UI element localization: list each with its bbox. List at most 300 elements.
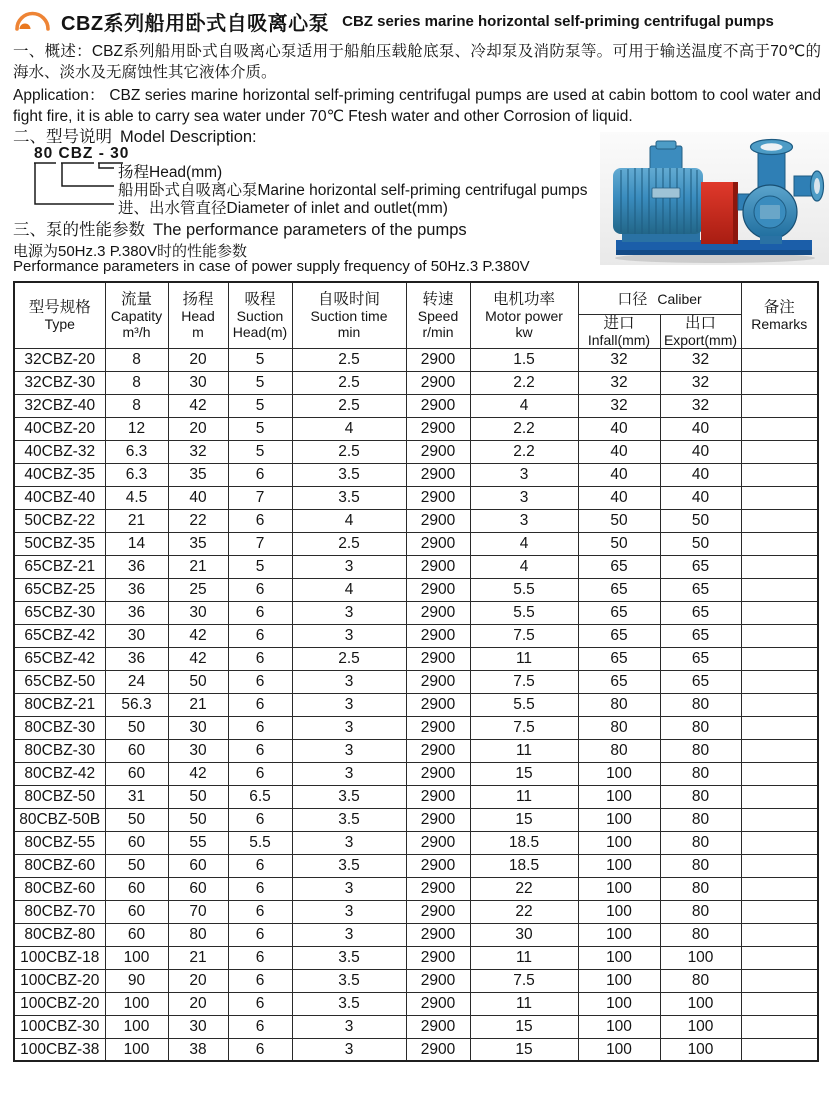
table-cell: 18.5: [470, 854, 578, 877]
table-cell: 8: [105, 394, 168, 417]
table-cell: 2900: [406, 647, 470, 670]
performance-heading: [13, 216, 467, 240]
table-cell: 100: [578, 923, 660, 946]
table-cell: 30: [470, 923, 578, 946]
model-label-diameter: 进、出水管直径Diameter of inlet and outlet(mm): [118, 200, 448, 217]
table-cell: 55: [168, 831, 228, 854]
table-cell: 2.5: [292, 647, 406, 670]
table-cell: 4: [470, 555, 578, 578]
table-cell: 6: [228, 1038, 292, 1061]
table-cell: 11: [470, 647, 578, 670]
table-row: [14, 371, 818, 394]
table-cell: 32CBZ-30: [14, 371, 105, 394]
table-cell: 65: [578, 624, 660, 647]
table-cell: 2900: [406, 877, 470, 900]
table-cell: 2900: [406, 670, 470, 693]
table-cell: 2900: [406, 762, 470, 785]
table-cell: 3: [292, 601, 406, 624]
table-cell: [741, 992, 818, 1015]
table-cell: 12: [105, 417, 168, 440]
table-cell: 8: [105, 348, 168, 371]
table-cell: 80CBZ-30: [14, 716, 105, 739]
orange-arc-logo-icon: [12, 8, 54, 35]
table-cell: 3: [292, 923, 406, 946]
model-label-head: 扬程Head(mm): [118, 164, 223, 181]
table-cell: 40CBZ-35: [14, 463, 105, 486]
table-row: [14, 992, 818, 1015]
table-cell: 2900: [406, 923, 470, 946]
table-cell: 2900: [406, 463, 470, 486]
table-header: [14, 282, 818, 348]
power-note-en: Performance parameters in case of power supply frequency of 50Hz.3 P.380V: [13, 258, 530, 275]
table-cell: 65: [578, 601, 660, 624]
table-cell: 2900: [406, 716, 470, 739]
table-cell: [741, 716, 818, 739]
table-cell: [741, 417, 818, 440]
table-cell: 2.2: [470, 440, 578, 463]
table-cell: 65: [660, 624, 741, 647]
table-cell: 6: [228, 624, 292, 647]
table-cell: 3: [292, 762, 406, 785]
table-cell: 2900: [406, 739, 470, 762]
table-row: [14, 486, 818, 509]
table-cell: 80: [660, 785, 741, 808]
table-cell: 3: [292, 693, 406, 716]
table-row: [14, 555, 818, 578]
col-header-remarks: [741, 282, 818, 348]
table-cell: 6: [228, 647, 292, 670]
overview-paragraph-en: Application： CBZ series marine horizontal self-priming centrifugal pumps are used at cabin bottom to cool water and fight fire, it is able to carry sea water under 70℃ Ftesh water and other Corrosion of liquid.: [13, 87, 821, 125]
table-cell: 65CBZ-42: [14, 624, 105, 647]
table-cell: 11: [470, 946, 578, 969]
table-cell: 3: [292, 877, 406, 900]
table-cell: 65CBZ-42: [14, 647, 105, 670]
col-header-suction-time-en: Suction time: [310, 307, 388, 324]
table-cell: 65: [660, 601, 741, 624]
power-note-zh: 电源为50Hz.3 P.380V时的性能参数: [13, 243, 247, 260]
table-cell: 2900: [406, 1038, 470, 1061]
table-cell: 50CBZ-35: [14, 532, 105, 555]
table-cell: 40: [578, 417, 660, 440]
table-cell: 65CBZ-30: [14, 601, 105, 624]
table-cell: 80CBZ-55: [14, 831, 105, 854]
table-row: [14, 578, 818, 601]
table-cell: 90: [105, 969, 168, 992]
table-cell: 2900: [406, 371, 470, 394]
table-cell: 100: [578, 946, 660, 969]
table-cell: [741, 693, 818, 716]
table-cell: 6.5: [228, 785, 292, 808]
table-row: [14, 693, 818, 716]
table-cell: [741, 647, 818, 670]
table-cell: 3: [292, 716, 406, 739]
table-cell: 60: [105, 831, 168, 854]
table-body: [14, 348, 818, 1061]
table-cell: 40CBZ-40: [14, 486, 105, 509]
table-cell: 65: [578, 555, 660, 578]
table-cell: 100: [105, 1038, 168, 1061]
table-row: [14, 463, 818, 486]
table-cell: 3.5: [292, 808, 406, 831]
table-cell: [741, 578, 818, 601]
table-row: [14, 1038, 818, 1061]
table-row: [14, 716, 818, 739]
table-cell: 100: [578, 831, 660, 854]
table-cell: 22: [168, 509, 228, 532]
table-cell: 60: [105, 900, 168, 923]
table-cell: 80CBZ-50B: [14, 808, 105, 831]
table-cell: 6: [228, 854, 292, 877]
table-cell: 2900: [406, 1015, 470, 1038]
table-cell: 6.3: [105, 463, 168, 486]
table-cell: [741, 739, 818, 762]
table-cell: 80CBZ-50: [14, 785, 105, 808]
col-header-capacity: [105, 282, 168, 348]
table-cell: 60: [105, 762, 168, 785]
table-cell: 32: [660, 348, 741, 371]
table-cell: 3: [470, 509, 578, 532]
table-cell: 32: [578, 348, 660, 371]
table-cell: [741, 624, 818, 647]
table-cell: 7.5: [470, 670, 578, 693]
table-cell: [741, 946, 818, 969]
table-cell: 100: [578, 1038, 660, 1061]
table-cell: 65: [660, 647, 741, 670]
table-cell: 38: [168, 1038, 228, 1061]
table-cell: 3.5: [292, 854, 406, 877]
col-header-remarks-zh: 备注: [763, 298, 795, 316]
table-cell: 5: [228, 348, 292, 371]
table-cell: 65CBZ-25: [14, 578, 105, 601]
table-cell: 2.5: [292, 394, 406, 417]
table-cell: 3.5: [292, 486, 406, 509]
table-cell: 100: [105, 992, 168, 1015]
table-row: [14, 647, 818, 670]
table-cell: 20: [168, 992, 228, 1015]
col-header-motor-power-zh: 电机功率: [492, 290, 555, 308]
table-cell: 7: [228, 486, 292, 509]
table-cell: 80: [578, 693, 660, 716]
table-cell: 80: [660, 923, 741, 946]
table-cell: 8: [105, 371, 168, 394]
table-cell: 4: [292, 509, 406, 532]
col-header-speed-zh: 转速: [422, 290, 454, 308]
table-cell: 50: [105, 716, 168, 739]
table-cell: 5: [228, 371, 292, 394]
table-cell: 2900: [406, 946, 470, 969]
col-header-speed-unit: r/min: [422, 323, 454, 340]
table-cell: 11: [470, 785, 578, 808]
col-header-suction-time: [292, 282, 406, 348]
table-row: [14, 601, 818, 624]
table-cell: 5.5: [470, 578, 578, 601]
performance-table: [13, 281, 819, 1062]
table-cell: 20: [168, 969, 228, 992]
table-cell: 22: [470, 900, 578, 923]
table-cell: 100: [578, 969, 660, 992]
table-cell: 2900: [406, 785, 470, 808]
table-cell: 14: [105, 532, 168, 555]
table-cell: [741, 808, 818, 831]
table-cell: 36: [105, 555, 168, 578]
table-cell: 50: [578, 532, 660, 555]
table-cell: 3: [292, 831, 406, 854]
table-cell: 6: [228, 578, 292, 601]
table-cell: 100: [578, 762, 660, 785]
table-cell: 65: [660, 555, 741, 578]
table-cell: 100: [578, 854, 660, 877]
table-row: [14, 1015, 818, 1038]
col-header-speed: [406, 282, 470, 348]
table-cell: 2.2: [470, 417, 578, 440]
col-header-suction-head: [228, 282, 292, 348]
col-header-infall: [578, 314, 660, 348]
table-row: [14, 785, 818, 808]
table-cell: 3: [470, 486, 578, 509]
table-cell: 4: [292, 578, 406, 601]
table-cell: 2900: [406, 394, 470, 417]
table-cell: 6: [228, 716, 292, 739]
table-row: [14, 417, 818, 440]
table-cell: 65: [660, 578, 741, 601]
col-header-suction-head-en: Suction: [236, 307, 284, 324]
col-header-head: [168, 282, 228, 348]
table-cell: [741, 555, 818, 578]
table-cell: 65: [660, 670, 741, 693]
table-cell: 6: [228, 762, 292, 785]
table-cell: 30: [168, 1015, 228, 1038]
table-cell: 60: [168, 877, 228, 900]
col-header-suction-head-zh: 吸程: [244, 290, 276, 308]
table-cell: 3: [470, 463, 578, 486]
table-cell: 11: [470, 992, 578, 1015]
table-cell: 6: [228, 509, 292, 532]
table-cell: 24: [105, 670, 168, 693]
col-header-suction-head-unit: Head(m): [232, 323, 288, 340]
table-cell: 80CBZ-30: [14, 739, 105, 762]
table-cell: 42: [168, 394, 228, 417]
table-row: [14, 440, 818, 463]
table-cell: 15: [470, 762, 578, 785]
table-cell: [741, 509, 818, 532]
table-cell: [741, 762, 818, 785]
col-header-type-zh: 型号规格: [28, 298, 91, 316]
table-cell: 60: [105, 739, 168, 762]
col-header-motor-power: [470, 282, 578, 348]
table-cell: 3: [292, 555, 406, 578]
table-cell: 7: [228, 532, 292, 555]
col-header-head-zh: 扬程: [182, 290, 214, 308]
table-cell: 3.5: [292, 463, 406, 486]
table-cell: 3.5: [292, 992, 406, 1015]
table-cell: 100CBZ-20: [14, 969, 105, 992]
table-cell: 80: [660, 808, 741, 831]
col-header-capacity-en: Capatity: [110, 307, 163, 324]
table-cell: 20: [168, 348, 228, 371]
table-cell: 100: [105, 1015, 168, 1038]
table-cell: 3: [292, 670, 406, 693]
table-row: [14, 624, 818, 647]
col-header-type-en: Type: [44, 315, 75, 332]
table-cell: [741, 348, 818, 371]
table-cell: [741, 394, 818, 417]
table-cell: 21: [168, 693, 228, 716]
table-cell: 7.5: [470, 969, 578, 992]
col-header-capacity-unit: m³/h: [122, 323, 151, 340]
col-header-head-en: Head: [181, 307, 215, 324]
table-cell: 42: [168, 624, 228, 647]
table-cell: 100: [578, 785, 660, 808]
table-cell: 80CBZ-42: [14, 762, 105, 785]
col-header-caliber-zh: 口径: [617, 290, 648, 308]
table-cell: 30: [105, 624, 168, 647]
table-cell: 100: [578, 808, 660, 831]
table-cell: 80CBZ-70: [14, 900, 105, 923]
table-cell: 3: [292, 1038, 406, 1061]
table-cell: 80: [660, 739, 741, 762]
table-cell: 32CBZ-20: [14, 348, 105, 371]
table-cell: 32: [660, 394, 741, 417]
table-cell: 2900: [406, 486, 470, 509]
table-cell: 80: [660, 900, 741, 923]
table-cell: 22: [470, 877, 578, 900]
col-header-infall-en: Infall(mm): [587, 331, 651, 348]
table-cell: 32CBZ-40: [14, 394, 105, 417]
performance-heading-zh: 三、泵的性能参数: [13, 221, 145, 239]
col-header-type: [14, 282, 105, 348]
table-cell: [741, 1015, 818, 1038]
table-cell: 40: [660, 417, 741, 440]
table-cell: 5: [228, 555, 292, 578]
table-cell: 40: [660, 463, 741, 486]
table-row: [14, 808, 818, 831]
table-cell: 2900: [406, 555, 470, 578]
table-cell: 6: [228, 877, 292, 900]
table-cell: 3.5: [292, 785, 406, 808]
col-header-suction-time-unit: min: [337, 323, 361, 340]
table-cell: [741, 854, 818, 877]
table-cell: 30: [168, 601, 228, 624]
table-row: [14, 348, 818, 371]
table-cell: 40: [578, 486, 660, 509]
model-description-heading: [13, 123, 257, 147]
table-cell: 100: [578, 1015, 660, 1038]
table-cell: 2900: [406, 440, 470, 463]
table-cell: 3: [292, 900, 406, 923]
table-row: [14, 394, 818, 417]
table-cell: [741, 670, 818, 693]
table-cell: 80: [660, 854, 741, 877]
table-cell: 2900: [406, 624, 470, 647]
performance-heading-en: The performance parameters of the pumps: [153, 221, 467, 239]
table-cell: 50: [168, 670, 228, 693]
pump-photo: [600, 132, 829, 265]
table-cell: 6: [228, 808, 292, 831]
table-cell: 2900: [406, 348, 470, 371]
col-header-export: [660, 314, 741, 348]
table-cell: 100: [660, 992, 741, 1015]
table-cell: 5.5: [470, 601, 578, 624]
table-cell: 50: [578, 509, 660, 532]
table-cell: 80: [168, 923, 228, 946]
table-row: [14, 831, 818, 854]
table-cell: 60: [168, 854, 228, 877]
table-cell: 100CBZ-38: [14, 1038, 105, 1061]
table-cell: 3: [292, 624, 406, 647]
col-header-speed-en: Speed: [417, 307, 459, 324]
table-cell: 50: [168, 808, 228, 831]
col-header-infall-zh: 进口: [603, 314, 635, 332]
table-cell: 80: [660, 877, 741, 900]
table-row: [14, 509, 818, 532]
col-header-caliber: [578, 282, 741, 314]
col-header-remarks-en: Remarks: [751, 315, 808, 332]
table-cell: 40: [578, 440, 660, 463]
table-cell: 21: [105, 509, 168, 532]
table-cell: 80: [660, 693, 741, 716]
table-row: [14, 762, 818, 785]
overview-paragraph-zh: 一、概述：CBZ系列船用卧式自吸离心泵适用于船舶压载舱底泵、冷却泵及消防泵等。可用于输送温度不高于70℃的海水、淡水及无腐蚀性其它液体介质。: [13, 43, 821, 81]
table-cell: 3: [292, 739, 406, 762]
model-code: 80 CBZ - 30: [34, 145, 130, 162]
page-title-en: CBZ series marine horizontal self-priming centrifugal pumps: [342, 13, 774, 30]
table-cell: 2.5: [292, 348, 406, 371]
table-cell: 6: [228, 693, 292, 716]
table-cell: 5: [228, 394, 292, 417]
table-row: [14, 854, 818, 877]
table-cell: 3: [292, 1015, 406, 1038]
table-cell: [741, 532, 818, 555]
table-cell: 40: [660, 440, 741, 463]
table-cell: [741, 831, 818, 854]
table-cell: 50: [660, 532, 741, 555]
table-cell: [741, 923, 818, 946]
table-row: [14, 877, 818, 900]
table-cell: 4.5: [105, 486, 168, 509]
table-cell: 5: [228, 440, 292, 463]
table-cell: 2.5: [292, 371, 406, 394]
table-cell: 21: [168, 946, 228, 969]
table-cell: 40: [578, 463, 660, 486]
table-cell: 100: [660, 946, 741, 969]
table-cell: [741, 440, 818, 463]
table-cell: 60: [105, 877, 168, 900]
table-cell: 80: [660, 969, 741, 992]
table-cell: 100: [578, 900, 660, 923]
page-title-zh: CBZ系列船用卧式自吸离心泵: [61, 13, 330, 35]
doc-header: [12, 7, 774, 36]
table-cell: 4: [470, 394, 578, 417]
table-cell: 40CBZ-20: [14, 417, 105, 440]
table-cell: 100CBZ-20: [14, 992, 105, 1015]
table-cell: 30: [168, 716, 228, 739]
table-cell: 11: [470, 739, 578, 762]
table-cell: 30: [168, 371, 228, 394]
table-cell: 2.5: [292, 532, 406, 555]
table-cell: 36: [105, 601, 168, 624]
table-row: [14, 946, 818, 969]
table-cell: 6: [228, 1015, 292, 1038]
table-cell: 15: [470, 808, 578, 831]
table-cell: 100: [105, 946, 168, 969]
table-cell: 50: [105, 854, 168, 877]
table-cell: 21: [168, 555, 228, 578]
table-cell: 80: [578, 716, 660, 739]
table-cell: 2900: [406, 417, 470, 440]
table-cell: 2900: [406, 532, 470, 555]
table-cell: [741, 601, 818, 624]
col-header-motor-power-en: Motor power: [485, 307, 563, 324]
